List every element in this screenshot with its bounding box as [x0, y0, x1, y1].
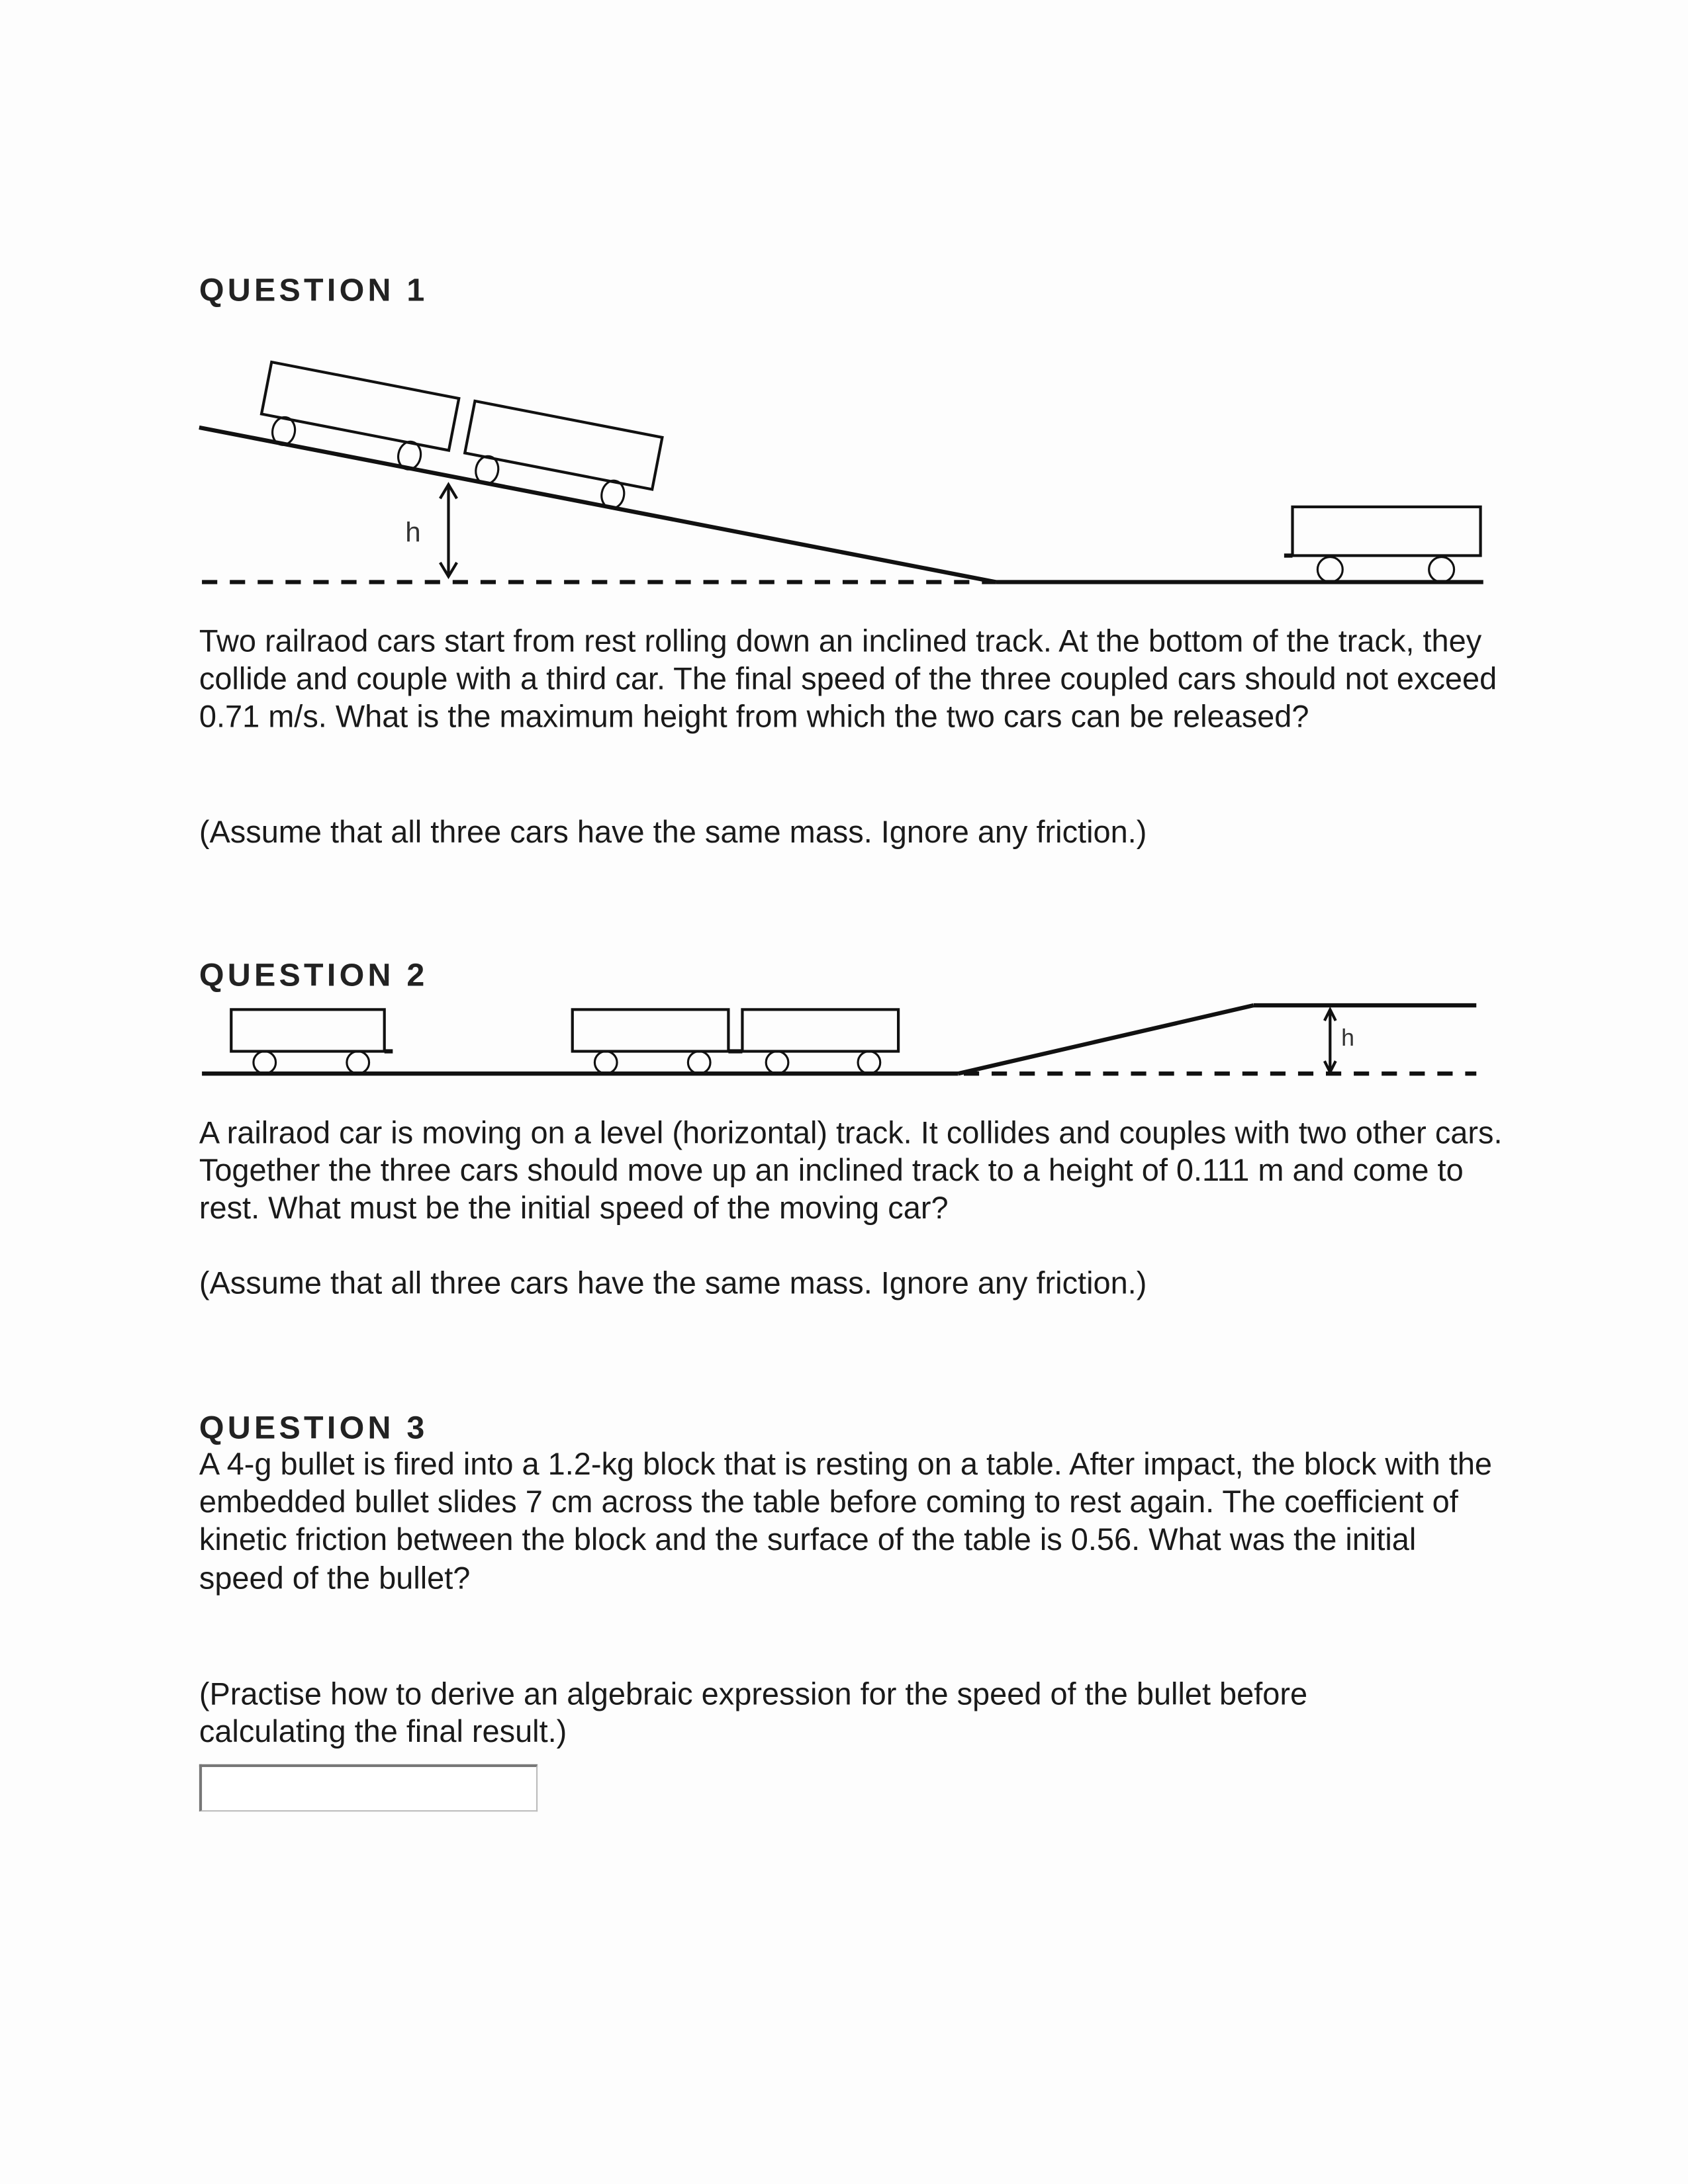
question-2-heading: QUESTION 2 — [199, 956, 428, 993]
question-3-text: A 4-g bullet is fired into a 1.2-kg block that is resting on a table. After impact, the block with the embedded bullet slides 7 cm across the table before coming to rest again. The coefficient of kinetic friction between the block and the surface of the table is 0.56. What was the initial speed of the bullet? — [199, 1447, 1493, 1596]
incline-track — [959, 1005, 1254, 1073]
question-1-heading: QUESTION 1 — [199, 271, 428, 308]
height-label: h — [405, 518, 421, 549]
question-1-note: (Assume that all three cars have the same mass. Ignore any friction.) — [199, 814, 1147, 850]
question-1-text: Two railraod cars start from rest rolling down an inclined track. At the bottom of the track, they collide and couple with a third car. The final speed of the three coupled cars should not exceed 0.71 m/s. What is the maximum height from which the two cars can be released? — [199, 623, 1497, 735]
moving-railroad-car — [231, 1009, 393, 1073]
height-arrow — [1325, 1009, 1336, 1072]
question-3-note: (Practise how to derive an algebraic expression for the speed of the bullet before calculating the final result.) — [199, 1676, 1308, 1750]
question-2-note: (Assume that all three cars have the same mass. Ignore any friction.) — [199, 1265, 1147, 1301]
question-2-text: A railraod car is moving on a level (horizontal) track. It collides and couples with two other cars. Together the three cars should move up an inclined track to a height of 0.111 m and come to rest. What must be the initial speed of the moving car? — [199, 1115, 1503, 1226]
height-label: h — [1341, 1024, 1355, 1052]
railroad-car-b — [573, 1009, 729, 1073]
answer-input[interactable] — [199, 1764, 538, 1812]
question-3-heading: QUESTION 3 — [199, 1409, 428, 1445]
railroad-car-c — [728, 1009, 898, 1073]
